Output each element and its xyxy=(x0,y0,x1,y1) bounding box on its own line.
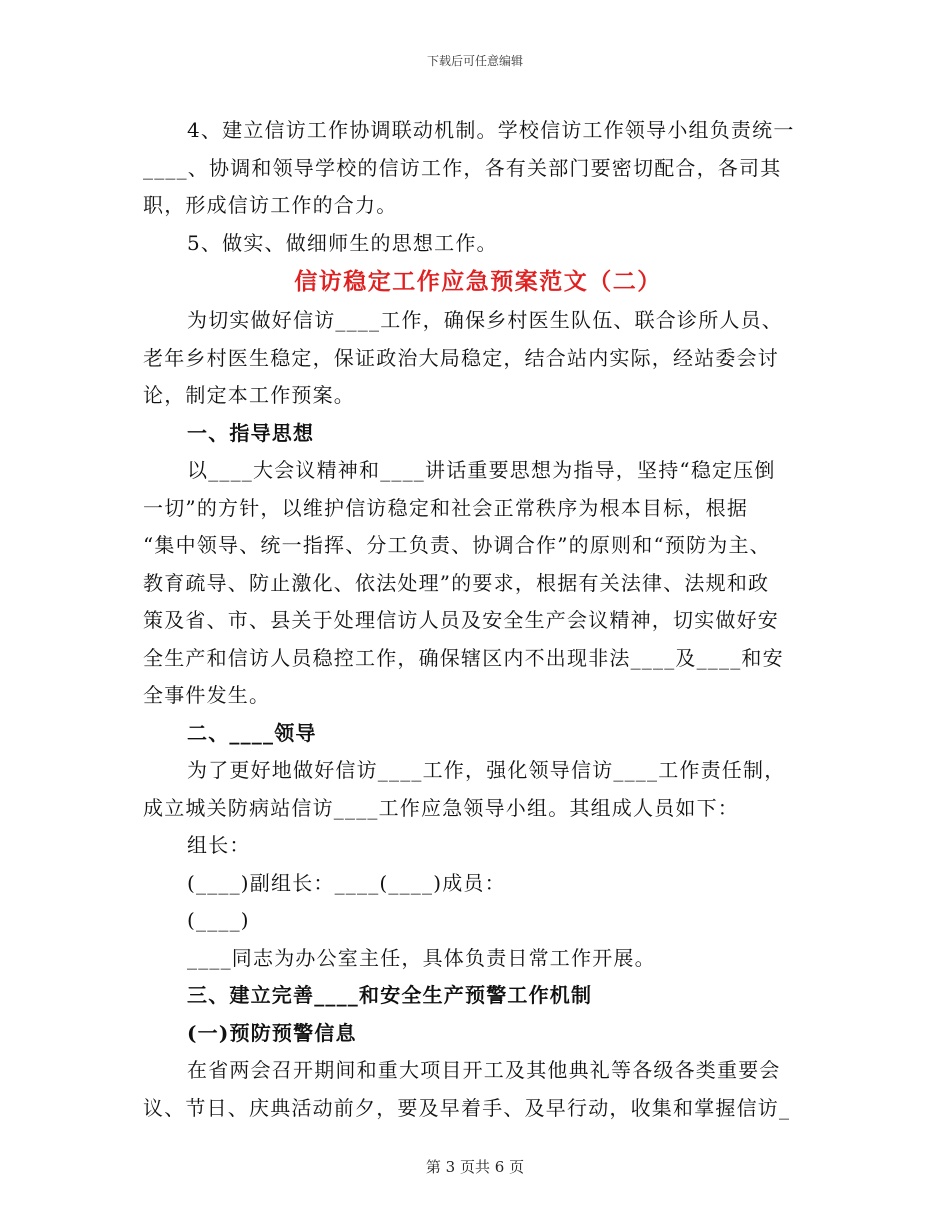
text-line: 职，形成信访工作的合力。 xyxy=(143,193,398,217)
section-title: 信访稳定工作应急预案范文（二） xyxy=(294,268,662,295)
text-line: 全生产和信访人员稳控工作，确保辖区内不出现非法____及____和安 xyxy=(143,645,784,670)
text-line: “集中领导、统一指挥、分工负责、协调合作”的原则和“预防为主、 xyxy=(143,533,771,557)
text-line: 教育疏导、防止激化、依法处理”的要求，根据有关法律、法规和政 xyxy=(143,570,770,595)
page-footer: 第 3 页共 6 页 xyxy=(425,1158,525,1176)
paragraph-members-blank: (____) xyxy=(187,908,250,932)
text-line: 一切”的方针，以维护信访稳定和社会正常秩序为根本目标，根据 xyxy=(143,495,749,520)
paragraph-warning-info xyxy=(143,1052,813,1127)
text-line: 老年乡村医生稳定，保证政治大局稳定，结合站内实际，经站委会讨 xyxy=(143,345,779,370)
text-line: 4、建立信访工作协调联动机制。学校信访工作领导小组负责统一 xyxy=(187,118,795,142)
paragraph-ideological-work: 5、做实、做细师生的思想工作。 xyxy=(187,230,498,255)
page-header: 下载后可任意编辑 xyxy=(426,54,523,68)
text-line: 以____大会议精神和____讲话重要思想为指导，坚持“稳定压倒 xyxy=(187,458,776,482)
heading-leadership: 二、____领导 xyxy=(187,720,317,745)
paragraph-deputy-members: (____)副组长：____(____)成员： xyxy=(187,870,506,895)
text-line: 为了更好地做好信访____工作，强化领导信访____工作责任制， xyxy=(187,758,786,782)
paragraph-team-leader: 组长： xyxy=(187,833,251,857)
text-line: 全事件发生。 xyxy=(143,683,271,707)
text-line: 在省两会召开期间和重大项目开工及其他典礼等各级各类重要会 xyxy=(187,1058,781,1082)
text-line: 成立城关防病站信访____工作应急领导小组。其组成人员如下： xyxy=(143,795,739,820)
text-line: 议、节日、庆典活动前夕，要及早着手、及早行动，收集和掌握信访_ xyxy=(143,1095,791,1120)
paragraph-guiding-ideology xyxy=(143,452,813,715)
heading-warning-mechanism: 三、建立完善____和安全生产预警工作机制 xyxy=(187,983,593,1007)
paragraph-intro xyxy=(143,302,813,415)
paragraph-office-director: ____同志为办公室主任，具体负责日常工作开展。 xyxy=(187,945,656,970)
heading-warning-info: (一)预防预警信息 xyxy=(187,1020,357,1045)
paragraph-leadership xyxy=(143,752,813,827)
text-line: 策及省、市、县关于处理信访人员及安全生产会议精神，切实做好安 xyxy=(143,608,779,632)
text-line: ____、协调和领导学校的信访工作，各有关部门要密切配合，各司其 xyxy=(143,155,782,180)
text-line: 为切实做好信访____工作，确保乡村医生队伍、联合诊所人员、 xyxy=(187,308,783,332)
text-line: 论，制定本工作预案。 xyxy=(143,383,355,407)
paragraph-coordination-mechanism xyxy=(143,112,813,225)
heading-guiding-ideology: 一、指导思想 xyxy=(187,420,315,445)
document-body xyxy=(143,112,813,1127)
